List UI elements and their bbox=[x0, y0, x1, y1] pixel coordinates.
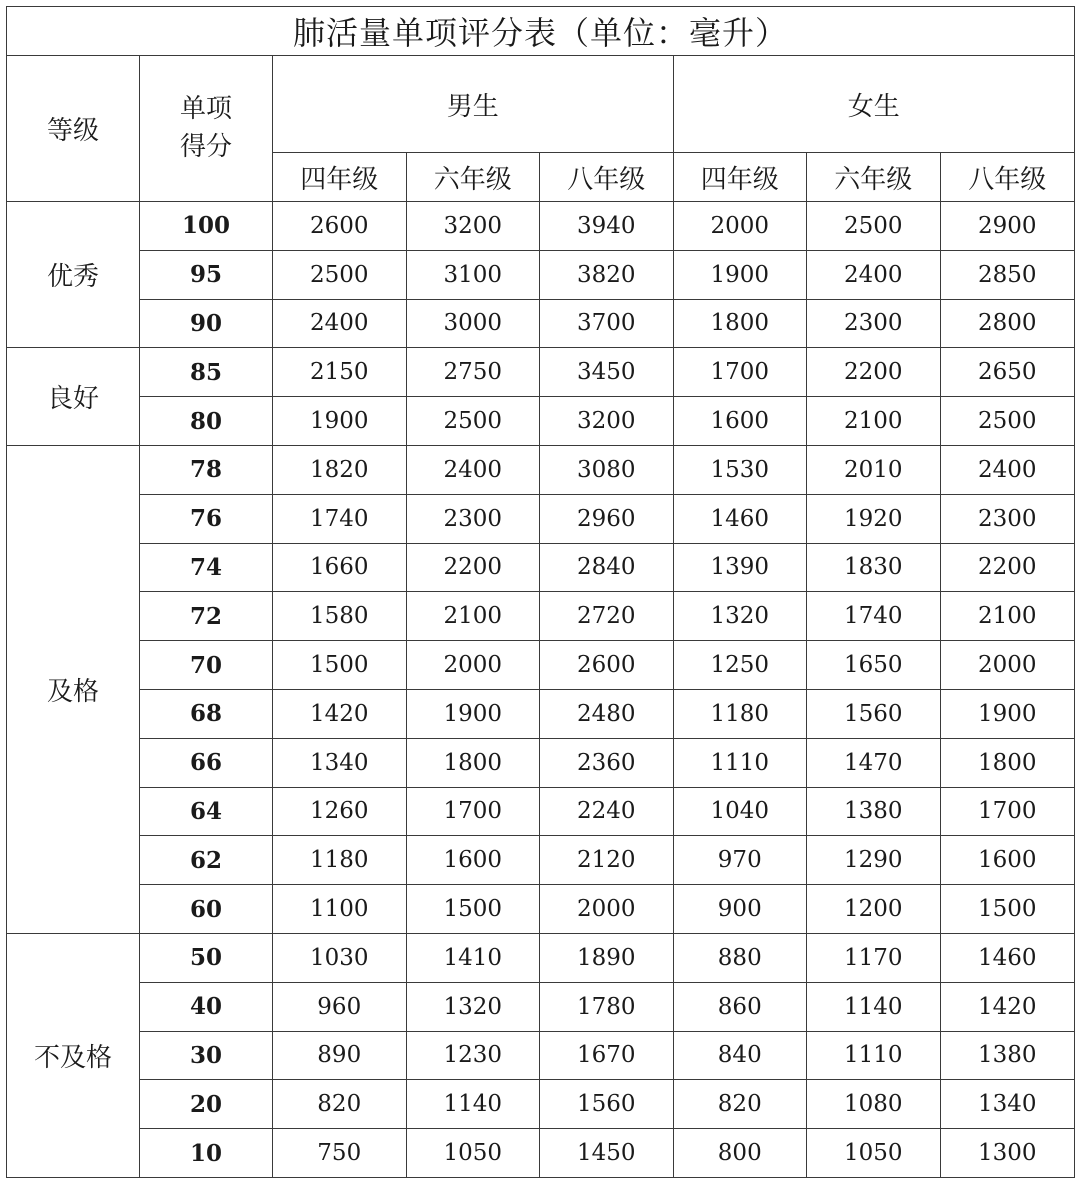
value-cell: 2240 bbox=[540, 787, 674, 836]
value-cell: 820 bbox=[273, 1080, 407, 1129]
grade-cell: 及格 bbox=[7, 445, 140, 933]
value-cell: 2960 bbox=[540, 494, 674, 543]
score-cell: 90 bbox=[140, 299, 273, 348]
value-cell: 1470 bbox=[807, 738, 941, 787]
value-cell: 1320 bbox=[673, 592, 807, 641]
value-cell: 1390 bbox=[673, 543, 807, 592]
table-row bbox=[7, 982, 1075, 1031]
value-cell: 1140 bbox=[807, 982, 941, 1031]
value-cell: 860 bbox=[673, 982, 807, 1031]
value-cell: 3940 bbox=[540, 202, 674, 251]
male-header: 男生 bbox=[273, 56, 674, 153]
score-header-line2: 得分 bbox=[179, 131, 232, 162]
value-cell: 2000 bbox=[406, 641, 540, 690]
value-cell: 840 bbox=[673, 1031, 807, 1080]
value-cell: 2400 bbox=[807, 250, 941, 299]
score-cell: 70 bbox=[140, 641, 273, 690]
table-row bbox=[7, 1129, 1075, 1178]
table-row bbox=[7, 933, 1075, 982]
score-cell: 95 bbox=[140, 250, 273, 299]
grade-cell: 不及格 bbox=[7, 933, 140, 1177]
table-row bbox=[7, 689, 1075, 738]
value-cell: 900 bbox=[673, 885, 807, 934]
value-cell: 970 bbox=[673, 836, 807, 885]
value-cell: 1530 bbox=[673, 445, 807, 494]
value-cell: 1030 bbox=[273, 933, 407, 982]
value-cell: 1080 bbox=[807, 1080, 941, 1129]
score-cell: 64 bbox=[140, 787, 273, 836]
value-cell: 1740 bbox=[807, 592, 941, 641]
value-cell: 3200 bbox=[540, 397, 674, 446]
score-cell: 72 bbox=[140, 592, 273, 641]
value-cell: 2850 bbox=[940, 250, 1075, 299]
value-cell: 1600 bbox=[673, 397, 807, 446]
value-cell: 1900 bbox=[406, 689, 540, 738]
value-cell: 2010 bbox=[807, 445, 941, 494]
table-title: 肺活量单项评分表（单位：毫升） bbox=[7, 7, 1075, 56]
score-cell: 100 bbox=[140, 202, 273, 251]
score-cell: 66 bbox=[140, 738, 273, 787]
value-cell: 1890 bbox=[540, 933, 674, 982]
score-header bbox=[140, 56, 273, 202]
value-cell: 2800 bbox=[940, 299, 1075, 348]
value-cell: 2900 bbox=[940, 202, 1075, 251]
value-cell: 2150 bbox=[273, 348, 407, 397]
value-cell: 2100 bbox=[406, 592, 540, 641]
male-grade-8-header: 八年级 bbox=[540, 153, 674, 202]
value-cell: 1900 bbox=[673, 250, 807, 299]
vital-capacity-score-table bbox=[6, 6, 1075, 1178]
value-cell: 1700 bbox=[940, 787, 1075, 836]
value-cell: 1100 bbox=[273, 885, 407, 934]
value-cell: 2100 bbox=[807, 397, 941, 446]
table-row bbox=[7, 348, 1075, 397]
table-row bbox=[7, 299, 1075, 348]
value-cell: 1140 bbox=[406, 1080, 540, 1129]
table-row bbox=[7, 1031, 1075, 1080]
value-cell: 960 bbox=[273, 982, 407, 1031]
value-cell: 1800 bbox=[673, 299, 807, 348]
value-cell: 1670 bbox=[540, 1031, 674, 1080]
value-cell: 2480 bbox=[540, 689, 674, 738]
value-cell: 2400 bbox=[273, 299, 407, 348]
value-cell: 2300 bbox=[940, 494, 1075, 543]
table-row bbox=[7, 250, 1075, 299]
score-cell: 50 bbox=[140, 933, 273, 982]
table-row bbox=[7, 592, 1075, 641]
value-cell: 1660 bbox=[273, 543, 407, 592]
value-cell: 800 bbox=[673, 1129, 807, 1178]
value-cell: 1450 bbox=[540, 1129, 674, 1178]
score-header-line1: 单项 bbox=[179, 93, 232, 124]
value-cell: 1110 bbox=[807, 1031, 941, 1080]
value-cell: 1820 bbox=[273, 445, 407, 494]
value-cell: 1560 bbox=[540, 1080, 674, 1129]
value-cell: 1800 bbox=[940, 738, 1075, 787]
value-cell: 1180 bbox=[673, 689, 807, 738]
value-cell: 3700 bbox=[540, 299, 674, 348]
value-cell: 1170 bbox=[807, 933, 941, 982]
value-cell: 1500 bbox=[406, 885, 540, 934]
value-cell: 2600 bbox=[540, 641, 674, 690]
value-cell: 3450 bbox=[540, 348, 674, 397]
score-cell: 60 bbox=[140, 885, 273, 934]
value-cell: 1230 bbox=[406, 1031, 540, 1080]
value-cell: 1200 bbox=[807, 885, 941, 934]
table-row bbox=[7, 641, 1075, 690]
value-cell: 2400 bbox=[940, 445, 1075, 494]
value-cell: 1600 bbox=[940, 836, 1075, 885]
value-cell: 2650 bbox=[940, 348, 1075, 397]
value-cell: 1650 bbox=[807, 641, 941, 690]
value-cell: 2600 bbox=[273, 202, 407, 251]
value-cell: 1180 bbox=[273, 836, 407, 885]
value-cell: 2500 bbox=[406, 397, 540, 446]
value-cell: 1340 bbox=[940, 1080, 1075, 1129]
value-cell: 1050 bbox=[807, 1129, 941, 1178]
value-cell: 1420 bbox=[940, 982, 1075, 1031]
score-cell: 20 bbox=[140, 1080, 273, 1129]
value-cell: 2360 bbox=[540, 738, 674, 787]
value-cell: 1040 bbox=[673, 787, 807, 836]
value-cell: 2300 bbox=[807, 299, 941, 348]
value-cell: 1560 bbox=[807, 689, 941, 738]
value-cell: 2500 bbox=[940, 397, 1075, 446]
value-cell: 1340 bbox=[273, 738, 407, 787]
value-cell: 1460 bbox=[940, 933, 1075, 982]
value-cell: 2840 bbox=[540, 543, 674, 592]
table-row bbox=[7, 543, 1075, 592]
score-cell: 10 bbox=[140, 1129, 273, 1178]
grade-cell: 优秀 bbox=[7, 202, 140, 348]
value-cell: 1800 bbox=[406, 738, 540, 787]
table-row bbox=[7, 885, 1075, 934]
female-grade-6-header: 六年级 bbox=[807, 153, 941, 202]
female-header: 女生 bbox=[673, 56, 1075, 153]
value-cell: 1700 bbox=[673, 348, 807, 397]
value-cell: 2000 bbox=[540, 885, 674, 934]
value-cell: 3080 bbox=[540, 445, 674, 494]
value-cell: 1700 bbox=[406, 787, 540, 836]
value-cell: 1110 bbox=[673, 738, 807, 787]
value-cell: 820 bbox=[673, 1080, 807, 1129]
grade-cell: 良好 bbox=[7, 348, 140, 446]
table-body bbox=[7, 202, 1075, 1178]
score-cell: 62 bbox=[140, 836, 273, 885]
value-cell: 1500 bbox=[940, 885, 1075, 934]
value-cell: 1460 bbox=[673, 494, 807, 543]
female-grade-4-header: 四年级 bbox=[673, 153, 807, 202]
value-cell: 1250 bbox=[673, 641, 807, 690]
score-cell: 68 bbox=[140, 689, 273, 738]
male-grade-4-header: 四年级 bbox=[273, 153, 407, 202]
value-cell: 3200 bbox=[406, 202, 540, 251]
value-cell: 1780 bbox=[540, 982, 674, 1031]
value-cell: 3000 bbox=[406, 299, 540, 348]
score-cell: 40 bbox=[140, 982, 273, 1031]
table-row bbox=[7, 787, 1075, 836]
value-cell: 1420 bbox=[273, 689, 407, 738]
value-cell: 2500 bbox=[807, 202, 941, 251]
value-cell: 3100 bbox=[406, 250, 540, 299]
value-cell: 750 bbox=[273, 1129, 407, 1178]
value-cell: 1500 bbox=[273, 641, 407, 690]
value-cell: 1380 bbox=[807, 787, 941, 836]
value-cell: 1830 bbox=[807, 543, 941, 592]
score-cell: 78 bbox=[140, 445, 273, 494]
value-cell: 890 bbox=[273, 1031, 407, 1080]
value-cell: 2750 bbox=[406, 348, 540, 397]
value-cell: 1580 bbox=[273, 592, 407, 641]
score-cell: 74 bbox=[140, 543, 273, 592]
value-cell: 1260 bbox=[273, 787, 407, 836]
value-cell: 2200 bbox=[940, 543, 1075, 592]
value-cell: 1900 bbox=[940, 689, 1075, 738]
value-cell: 2300 bbox=[406, 494, 540, 543]
value-cell: 1740 bbox=[273, 494, 407, 543]
table-row bbox=[7, 738, 1075, 787]
grade-header: 等级 bbox=[7, 56, 140, 202]
value-cell: 2400 bbox=[406, 445, 540, 494]
value-cell: 1920 bbox=[807, 494, 941, 543]
value-cell: 1600 bbox=[406, 836, 540, 885]
value-cell: 2200 bbox=[406, 543, 540, 592]
male-grade-6-header: 六年级 bbox=[406, 153, 540, 202]
value-cell: 880 bbox=[673, 933, 807, 982]
score-cell: 30 bbox=[140, 1031, 273, 1080]
value-cell: 2200 bbox=[807, 348, 941, 397]
table-row bbox=[7, 836, 1075, 885]
value-cell: 1410 bbox=[406, 933, 540, 982]
value-cell: 1290 bbox=[807, 836, 941, 885]
value-cell: 1380 bbox=[940, 1031, 1075, 1080]
female-grade-8-header: 八年级 bbox=[940, 153, 1075, 202]
value-cell: 1300 bbox=[940, 1129, 1075, 1178]
value-cell: 2100 bbox=[940, 592, 1075, 641]
value-cell: 2120 bbox=[540, 836, 674, 885]
score-cell: 76 bbox=[140, 494, 273, 543]
table-row bbox=[7, 445, 1075, 494]
table-row bbox=[7, 494, 1075, 543]
table-row bbox=[7, 1080, 1075, 1129]
table-row bbox=[7, 202, 1075, 251]
score-cell: 80 bbox=[140, 397, 273, 446]
value-cell: 2000 bbox=[940, 641, 1075, 690]
value-cell: 2720 bbox=[540, 592, 674, 641]
value-cell: 1900 bbox=[273, 397, 407, 446]
value-cell: 1320 bbox=[406, 982, 540, 1031]
score-cell: 85 bbox=[140, 348, 273, 397]
value-cell: 1050 bbox=[406, 1129, 540, 1178]
value-cell: 2000 bbox=[673, 202, 807, 251]
table-row bbox=[7, 397, 1075, 446]
value-cell: 2500 bbox=[273, 250, 407, 299]
value-cell: 3820 bbox=[540, 250, 674, 299]
